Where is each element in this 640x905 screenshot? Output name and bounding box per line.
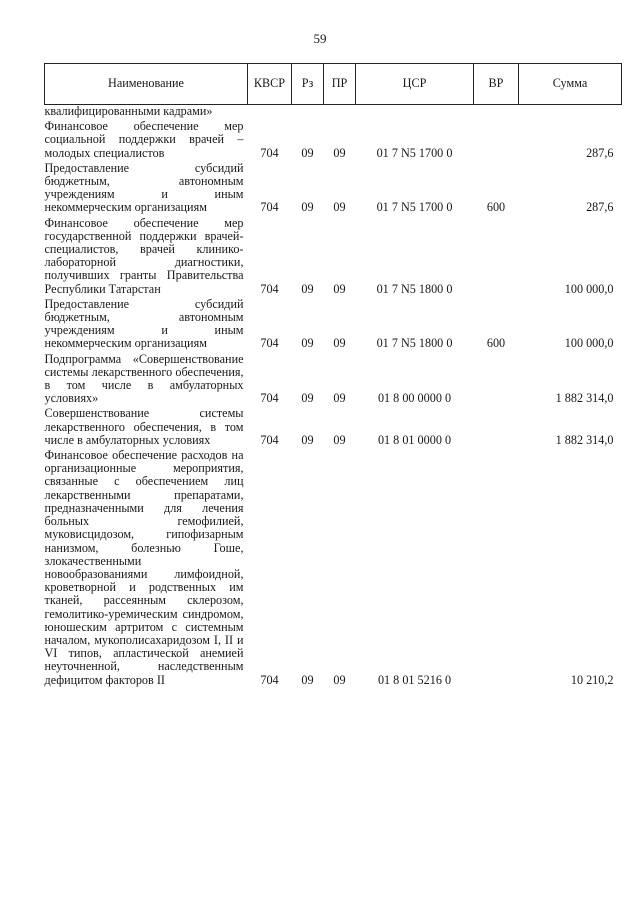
row-pr: 09 xyxy=(333,391,346,406)
row-name: Финансовое обеспечение мер государственной поддержки врачей-специалистов, врачей клинико-лабораторной диагностики, получивших гранты Правительства Республики Татарстан xyxy=(44,215,244,296)
row-vr xyxy=(474,351,519,406)
row-vr xyxy=(474,405,519,447)
budget-table xyxy=(44,63,622,687)
table-row xyxy=(45,351,622,406)
row-rz: 09 xyxy=(301,200,314,215)
header-sum: Сумма xyxy=(519,64,622,105)
row-vr: 600 xyxy=(486,200,506,215)
table-header-row xyxy=(45,64,622,105)
row-pr: 09 xyxy=(333,432,346,447)
row-sum: 1 882 314,0 xyxy=(555,391,614,406)
row-vr: 600 xyxy=(486,336,506,351)
row-kvsr: 704 xyxy=(260,672,279,687)
table-row xyxy=(45,215,622,296)
table-row xyxy=(45,105,622,119)
row-kvsr: 704 xyxy=(260,145,279,160)
row-pr: 09 xyxy=(333,281,346,296)
header-csr: ЦСР xyxy=(356,64,474,105)
row-name: Финансовое обеспечение мер социальной поддержки врачей – молодых специалистов xyxy=(44,119,244,160)
row-name: квалифицированными кадрами» xyxy=(44,104,213,118)
row-csr: 01 8 01 0000 0 xyxy=(377,432,452,447)
row-sum: 287,6 xyxy=(586,145,614,160)
table-row xyxy=(45,405,622,447)
row-csr: 01 8 00 0000 0 xyxy=(377,391,452,406)
row-csr: 01 8 01 5216 0 xyxy=(377,672,452,687)
page-number: 59 xyxy=(313,31,327,46)
table-row xyxy=(45,118,622,160)
row-vr xyxy=(474,105,519,119)
row-pr: 09 xyxy=(333,200,346,215)
row-name: Предоставление субсидий бюджетным, автономным учреждениям и иным некоммерческим организациям xyxy=(44,296,244,351)
row-csr: 01 7 N5 1700 0 xyxy=(376,200,453,215)
row-kvsr xyxy=(248,105,292,119)
row-sum: 10 210,2 xyxy=(570,672,614,687)
row-kvsr: 704 xyxy=(260,200,279,215)
row-pr: 09 xyxy=(333,145,346,160)
table-row xyxy=(45,296,622,351)
row-rz xyxy=(292,105,324,119)
row-name: Подпрограмма «Совершенствование системы лекарственного обеспечения, в том числе в амбулаторных условиях» xyxy=(44,351,244,406)
header-rz: Рз xyxy=(292,64,324,105)
header-name: Наименование xyxy=(45,64,248,105)
row-kvsr: 704 xyxy=(260,391,279,406)
header-pr: ПР xyxy=(324,64,356,105)
header-vr: ВР xyxy=(474,64,519,105)
row-rz: 09 xyxy=(301,336,314,351)
table-row xyxy=(45,447,622,687)
row-csr: 01 7 N5 1700 0 xyxy=(376,145,453,160)
row-csr: 01 7 N5 1800 0 xyxy=(376,281,453,296)
row-pr xyxy=(324,105,356,119)
row-pr: 09 xyxy=(333,672,346,687)
row-rz: 09 xyxy=(301,391,314,406)
row-name: Совершенствование системы лекарственного обеспечения, в том числе в амбулаторных условиях xyxy=(44,406,244,447)
row-vr xyxy=(474,447,519,687)
row-name: Предоставление субсидий бюджетным, автономным учреждениям и иным некоммерческим организациям xyxy=(44,160,244,215)
row-vr xyxy=(474,118,519,160)
row-name: Финансовое обеспечение расходов на организационные мероприятия, связанные с обеспечением лиц лекарственными препаратами, предназначенными для лечения больных гемофилией, муковисцидозом, гипофизарным нанизмом, болезнью Гоше, злокачественными новообразованиями лимфоидной, кроветворной и родственных им тканей, рассеянным склерозом, гемолитико-уремическим синдромом, юношеским артритом с системным началом, мукополисахаридозом I, II и VI типов, апластической анемией неуточненной, наследственным дефицитом факторов II xyxy=(44,448,244,687)
row-vr xyxy=(474,215,519,296)
row-kvsr: 704 xyxy=(260,336,279,351)
row-kvsr: 704 xyxy=(260,281,279,296)
row-rz: 09 xyxy=(301,145,314,160)
row-sum: 100 000,0 xyxy=(564,281,614,296)
row-pr: 09 xyxy=(333,336,346,351)
row-csr xyxy=(356,105,474,119)
row-rz: 09 xyxy=(301,432,314,447)
row-sum xyxy=(519,105,622,119)
row-sum: 1 882 314,0 xyxy=(555,432,614,447)
row-kvsr: 704 xyxy=(260,432,279,447)
row-rz: 09 xyxy=(301,281,314,296)
row-sum: 287,6 xyxy=(586,200,614,215)
table-row xyxy=(45,160,622,215)
row-csr: 01 7 N5 1800 0 xyxy=(376,336,453,351)
row-rz: 09 xyxy=(301,672,314,687)
header-kvsr: КВСР xyxy=(248,64,292,105)
row-sum: 100 000,0 xyxy=(564,336,614,351)
